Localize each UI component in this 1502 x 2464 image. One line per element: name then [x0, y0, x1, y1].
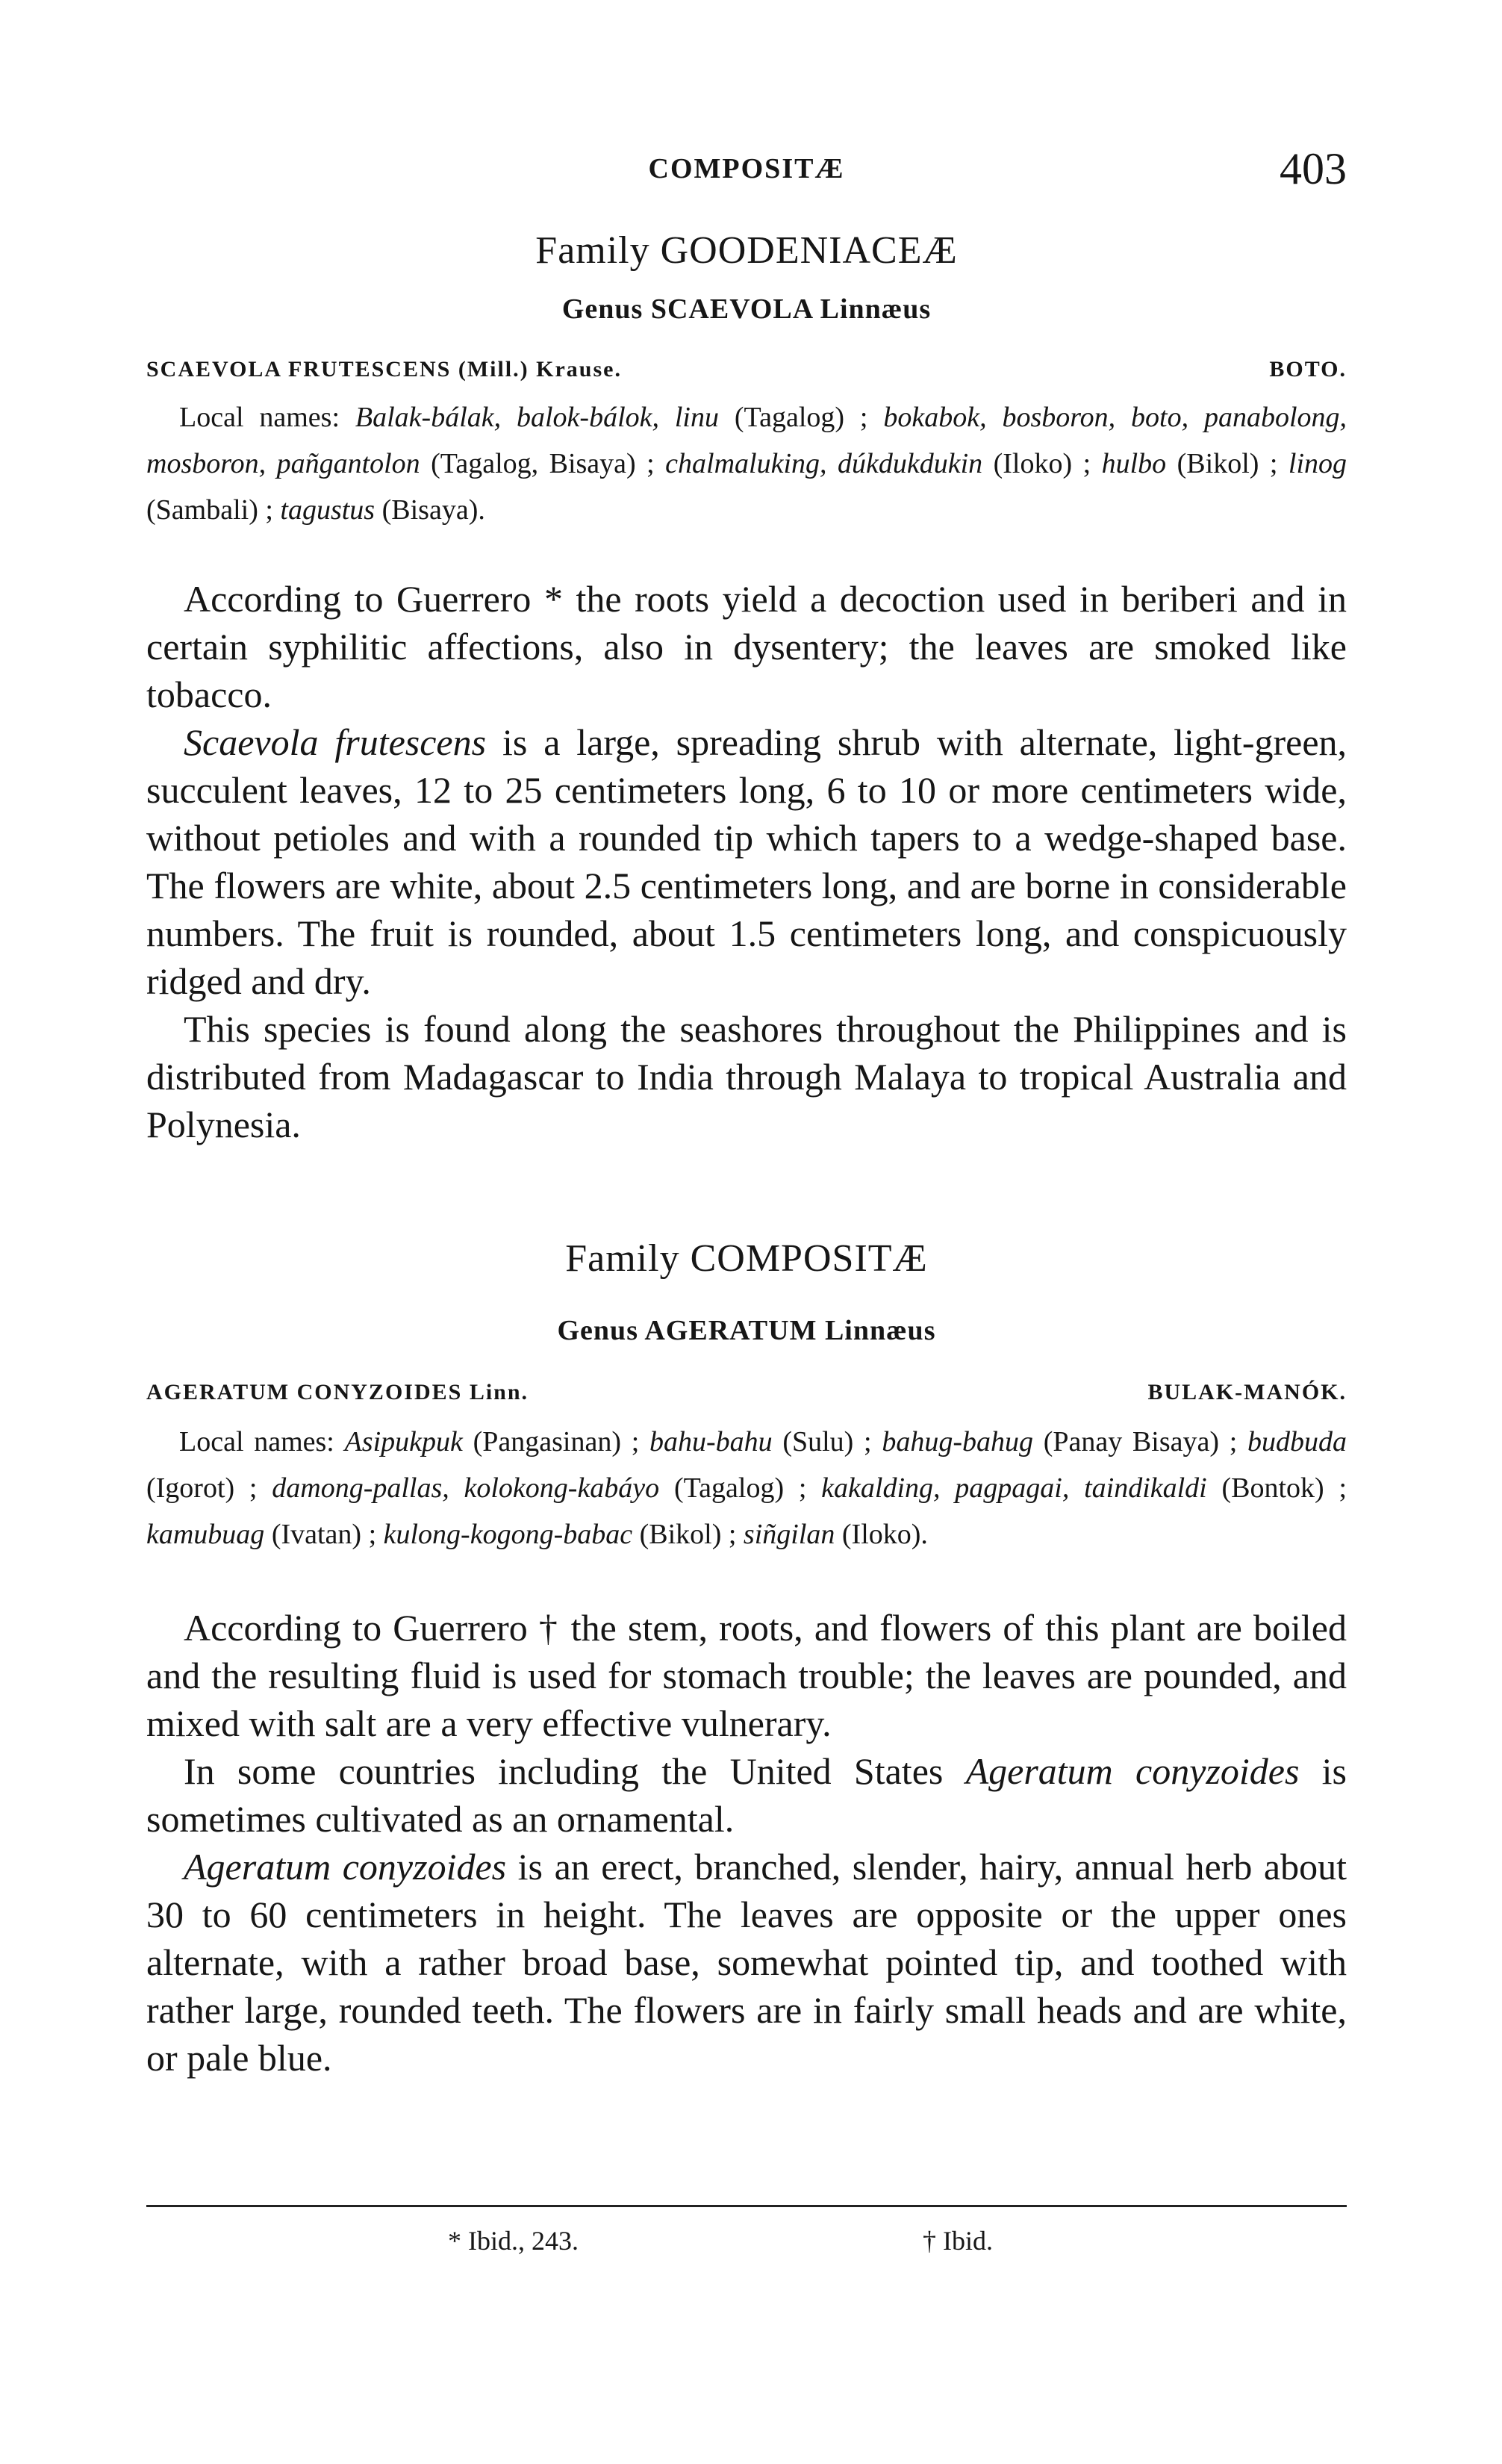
species-name: SCAEVOLA FRUTESCENS (Mill.) Krause. — [146, 357, 622, 382]
italic-run: bokabok, bosboron, boto, panabolong, mosboron, pañgantolon — [146, 402, 1347, 479]
text-run: According to Guerrero † the stem, roots, and flowers of this plant are boiled and the resulting fluid is used for stomach trouble; the leaves are pounded, and mixed with salt are a very effective vulnerary. — [146, 1607, 1347, 1744]
genus-heading-scaevola: Genus SCAEVOLA Linnæus — [561, 293, 932, 325]
italic-run: kamubuag — [146, 1519, 265, 1550]
local-names-ageratum — [146, 1419, 1347, 1558]
italic-run: hulbo — [1101, 448, 1167, 479]
text-run: (Sambali) ; — [146, 494, 281, 526]
page-header — [146, 143, 1347, 203]
genus-heading-ageratum: Genus AGERATUM Linnæus — [557, 1315, 936, 1346]
text-run: According to Guerrero * the roots yield a decoction used in beriberi and in certain syphilitic affections, also in dysentery; the leaves are smoked like tobacco. — [146, 578, 1347, 715]
italic-run: linog — [1288, 448, 1347, 479]
italic-run: bahug-bahug — [882, 1426, 1033, 1457]
text-run: (Bikol) ; — [632, 1519, 744, 1550]
text-run: (Iloko). — [835, 1519, 928, 1550]
local-names-lead: Local names: — [179, 1426, 345, 1457]
common-name: BOTO. — [1269, 357, 1347, 382]
text-run: (Ivatan) ; — [264, 1519, 384, 1550]
italic-run: bahu-bahu — [649, 1426, 773, 1457]
italic-run: Balak-bálak, balok-bálok, linu — [355, 402, 719, 433]
text-run: In some countries including the United States — [184, 1750, 966, 1792]
common-name: BULAK-MANÓK. — [1147, 1380, 1347, 1404]
italic-run: Scaevola frutescens — [184, 721, 487, 763]
text-run: (Bikol) ; — [1166, 448, 1288, 479]
text-run: (Tagalog) ; — [659, 1472, 822, 1504]
paragraph-description — [146, 1843, 1347, 2082]
species-name: AGERATUM CONYZOIDES Linn. — [146, 1380, 529, 1404]
text-run: (Iloko) ; — [982, 448, 1102, 479]
paragraph-uses — [146, 1604, 1347, 1747]
paragraph-description — [146, 718, 1347, 1005]
italic-run: Ageratum conyzoides — [965, 1750, 1300, 1792]
italic-run: chalmaluking, dúkdukdukin — [665, 448, 983, 479]
footnote-second: † Ibid. — [923, 2226, 993, 2256]
text-run: (Bontok) ; — [1206, 1472, 1347, 1504]
text-run: is a large, spreading shrub with alternate, light-green, succulent leaves, 12 to 25 centimeters long, 6 to 10 or more centimeters wide, without petioles and with a rounded tip which tapers to a wedge-shaped base. The flowers are white, about 2.5 centimeters long, and are borne in considerable numbers. The fruit is rounded, about 1.5 centimeters long, and conspicuously ridged and dry. — [146, 721, 1347, 1002]
text-run: (Sulu) ; — [772, 1426, 882, 1457]
paragraph-cultivation — [146, 1747, 1347, 1843]
italic-run: kulong-kogong-babac — [383, 1519, 633, 1550]
paragraph-distribution — [146, 1005, 1347, 1148]
text-run: (Panay Bisaya) ; — [1032, 1426, 1247, 1457]
text-run: (Bisaya). — [375, 494, 485, 526]
italic-run: Asipukpuk — [344, 1426, 463, 1457]
family-heading-goodeniaceae: Family GOODENIACEÆ — [535, 229, 958, 272]
local-names-scaevola — [146, 394, 1347, 533]
text-run: (Tagalog) ; — [719, 402, 884, 433]
italic-run: Ageratum conyzoides — [184, 1846, 507, 1888]
text-run: (Igorot) ; — [146, 1472, 272, 1504]
italic-run: tagustus — [280, 494, 376, 526]
italic-run: siñgilan — [743, 1519, 835, 1550]
italic-run: budbuda — [1247, 1426, 1347, 1457]
body-text-ageratum — [146, 1604, 1347, 2082]
species-entry-scaevola — [146, 357, 1347, 382]
text-run: is an erect, branched, slender, hairy, annual herb about 30 to 60 centimeters in height. The leaves are opposite or the upper ones alternate, with a rather broad base, somewhat pointed tip, and toothed with rather large, rounded teeth. The flowers are in fairly small heads and are white, or pale blue. — [146, 1846, 1347, 2079]
text-run: (Tagalog, Bisaya) ; — [420, 448, 666, 479]
local-names-lead: Local names: — [179, 402, 355, 433]
footnote-first: * Ibid., 243. — [448, 2226, 579, 2256]
text-run: (Pangasinan) ; — [462, 1426, 649, 1457]
running-title: COMPOSITÆ — [648, 153, 845, 184]
family-heading-compositae: Family COMPOSITÆ — [565, 1237, 928, 1280]
text-run: This species is found along the seashores throughout the Philippines and is distributed from Madagascar to India through Malaya to tropical Australia and Polynesia. — [146, 1008, 1347, 1145]
paragraph-uses — [146, 575, 1347, 718]
footnote-rule — [146, 2205, 1347, 2207]
text-run: is sometimes cultivated as an ornamental. — [146, 1750, 1347, 1840]
species-entry-ageratum — [146, 1380, 1347, 1405]
italic-run: damong-pallas, kolokong-kabáyo — [272, 1472, 660, 1504]
page-number: 403 — [1280, 144, 1347, 193]
italic-run: kakalding, pagpagai, taindikaldi — [821, 1472, 1207, 1504]
body-text-scaevola — [146, 575, 1347, 1148]
